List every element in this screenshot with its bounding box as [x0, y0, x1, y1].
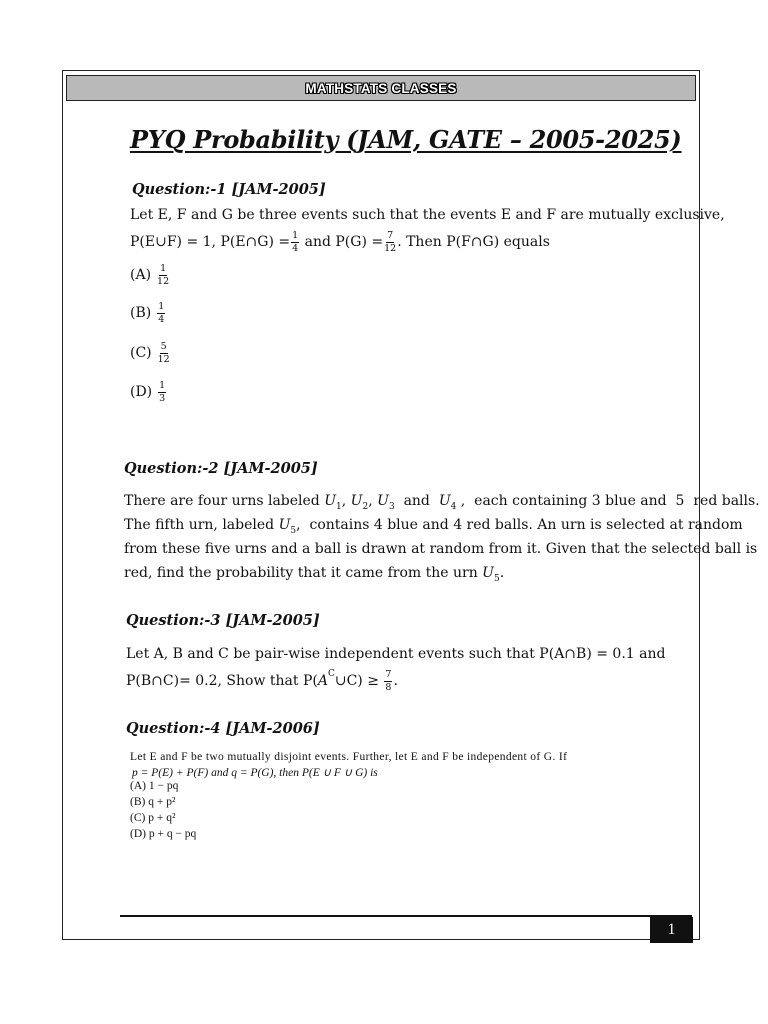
question-2-line-3: from these five urns and a ball is drawn at random from it. Given that the selected ball is: [124, 541, 758, 557]
fraction: $\frac{7}{12}$: [384, 230, 397, 254]
fraction: $\frac{1}{4}$: [292, 230, 299, 254]
brand-title: MATHSTATS CLASSES: [305, 80, 457, 96]
page-number: 1: [650, 917, 693, 943]
question-3-heading: Question:-3 [JAM-2005]: [126, 612, 320, 629]
q4-option-d: (D) p + q − pq: [130, 828, 197, 840]
question-1-heading: Question:-1 [JAM-2005]: [132, 181, 326, 198]
question-2-line-2: The fifth urn, labeled $U_5$, contains 4 blue and 4 red balls. An urn is selected at random: [124, 517, 743, 536]
q1-option-b: (B) $\frac{1}{4}$: [130, 301, 165, 325]
question-4-line-2: p = P(E) + P(F) and q = P(G), then P(E ∪ F ∪ G) is: [132, 767, 378, 779]
question-2-heading: Question:-2 [JAM-2005]: [124, 460, 318, 477]
question-3-line-1: Let A, B and C be pair-wise independent events such that P(A∩B) = 0.1 and: [126, 646, 666, 662]
q1-text-b: and P(G) =: [300, 234, 384, 250]
question-2-line-1: There are four urns labeled $U_1$, $U_2$, $U_3$ and $U_4$ , each containing 3 blue and 5 red balls.: [124, 493, 760, 512]
q1-option-c: (C) $\frac{5}{12}$: [130, 341, 170, 365]
q1-text-a: P(E∪F) = 1, P(E∩G) =: [130, 234, 291, 250]
header-bar: [66, 75, 696, 101]
question-1-line-2: [130, 231, 550, 253]
q1-option-a: (A) $\frac{1}{12}$: [130, 263, 170, 287]
q4-option-b: (B) q + p²: [130, 796, 176, 808]
question-1-line-1: Let E, F and G be three events such that the events E and F are mutually exclusive,: [130, 207, 725, 223]
footer-rule: [120, 915, 692, 917]
q4-option-c: (C) p + q²: [130, 812, 176, 824]
q4-option-a: (A) 1 − pq: [130, 780, 179, 792]
page-title: PYQ Probability (JAM, GATE – 2005-2025): [130, 125, 682, 154]
q1-option-d: (D) $\frac{1}{3}$: [130, 380, 166, 404]
question-4-line-1: Let E and F be two mutually disjoint events. Further, let E and F be independent of G. If: [130, 751, 568, 763]
fraction: $\frac{7}{8}$: [385, 669, 392, 693]
q1-text-c: . Then P(F∩G) equals: [397, 234, 550, 250]
question-3-line-2: P(B∩C)= 0.2, Show that P( A $^C$ ∪C) ≥ $\frac{7}{8}$ .: [126, 669, 398, 693]
question-2-line-4: red, find the probability that it came from the urn $U_5$.: [124, 565, 505, 584]
question-4-heading: Question:-4 [JAM-2006]: [126, 720, 320, 737]
